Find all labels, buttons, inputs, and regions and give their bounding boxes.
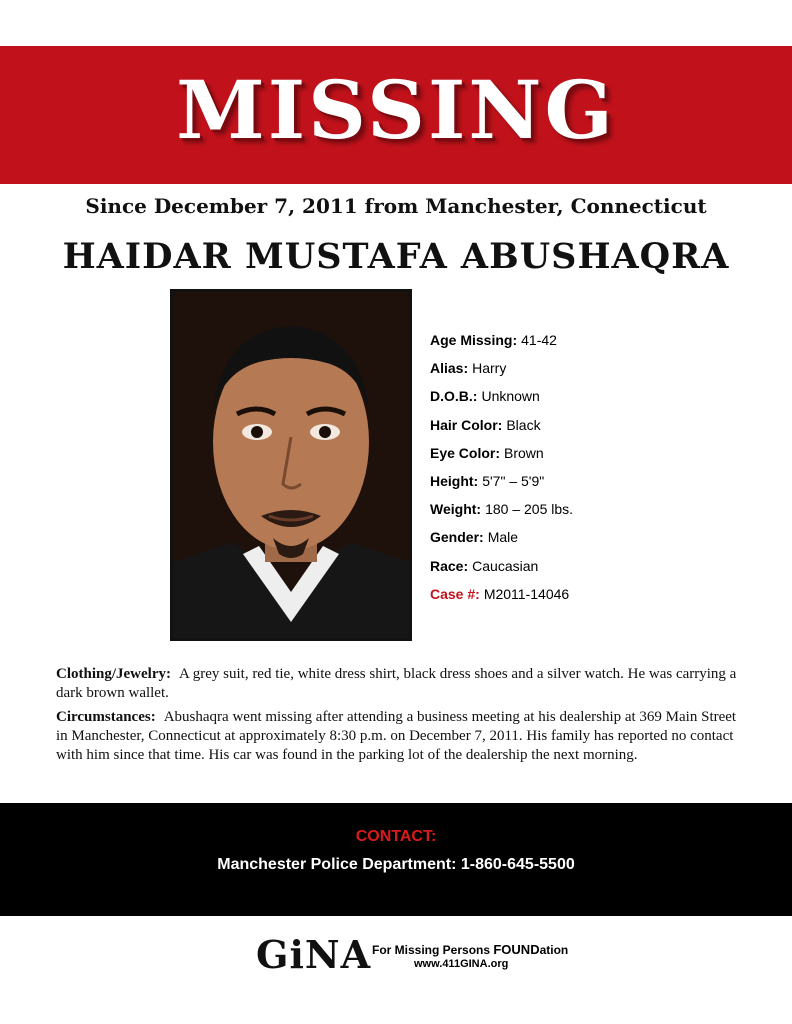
- clothing-label: Clothing/Jewelry:: [56, 666, 171, 682]
- circumstances-paragraph: [56, 708, 746, 765]
- details-list: [430, 326, 770, 608]
- gina-logo-mark: GiNA: [256, 932, 372, 977]
- detail-value: 5'7" – 5'9": [482, 472, 545, 489]
- portrait-illustration: [173, 292, 409, 638]
- detail-value: 180 – 205 lbs.: [485, 501, 574, 518]
- detail-height: [430, 467, 770, 495]
- detail-value: Brown: [504, 444, 544, 461]
- detail-label: Hair Color:: [430, 416, 503, 433]
- case-value: M2011-14046: [483, 585, 570, 602]
- person-name: HAIDAR MUSTAFA ABUSHAQRA: [62, 236, 730, 277]
- detail-label: D.O.B.:: [430, 388, 478, 405]
- gina-logo: [256, 932, 569, 978]
- detail-value: 41-42: [521, 332, 557, 348]
- detail-value: Male: [487, 529, 519, 546]
- detail-label: Weight:: [430, 501, 482, 518]
- detail-label: Gender:: [430, 529, 484, 546]
- case-label: Case #:: [430, 585, 480, 602]
- detail-value: Black: [506, 416, 541, 433]
- detail-weight: [430, 495, 770, 523]
- gina-tagline: [372, 942, 568, 957]
- detail-case-number: [430, 580, 770, 608]
- detail-label: Alias:: [430, 360, 469, 377]
- person-photo: [170, 289, 412, 641]
- clothing-text: A grey suit, red tie, white dress shirt, black dress shoes and a silver watch. He was carrying a dark brown wallet.: [56, 666, 737, 701]
- detail-label: Height:: [430, 472, 479, 489]
- detail-value: Unknown: [481, 388, 540, 405]
- detail-value: Harry: [472, 360, 507, 377]
- circumstances-text: Abushaqra went missing after attending a business meeting at his dealership at 369 Main Street in Manchester, Connecticut at approximately 8:30 p.m. on December 7, 2011. His family has reported no contact with him since that time. His car was found in the parking lot of the dealership the next morning.: [56, 709, 737, 763]
- banner-title: MISSING: [176, 63, 616, 157]
- detail-label: Age Missing:: [430, 332, 518, 348]
- missing-since-line: Since December 7, 2011 from Manchester, Connecticut: [85, 194, 707, 218]
- tagline-found: FOUND: [493, 942, 540, 957]
- detail-alias: [430, 354, 770, 382]
- detail-label: Race:: [430, 557, 469, 574]
- detail-label: Eye Color:: [430, 444, 501, 461]
- clothing-paragraph: [56, 665, 746, 703]
- circumstances-label: Circumstances:: [56, 709, 156, 725]
- detail-race: [430, 552, 770, 580]
- detail-age: [430, 326, 770, 354]
- detail-eye-color: [430, 439, 770, 467]
- detail-hair-color: [430, 411, 770, 439]
- detail-value: Caucasian: [472, 557, 539, 574]
- detail-dob: [430, 382, 770, 410]
- contact-phone-line: Manchester Police Department: 1-860-645-5500: [217, 856, 575, 873]
- contact-title: CONTACT:: [355, 828, 437, 845]
- tagline-suffix: ation: [539, 943, 569, 957]
- gina-website-link[interactable]: www.411GINA.org: [414, 958, 509, 970]
- detail-gender: [430, 523, 770, 551]
- tagline-prefix: For Missing Persons: [372, 943, 494, 957]
